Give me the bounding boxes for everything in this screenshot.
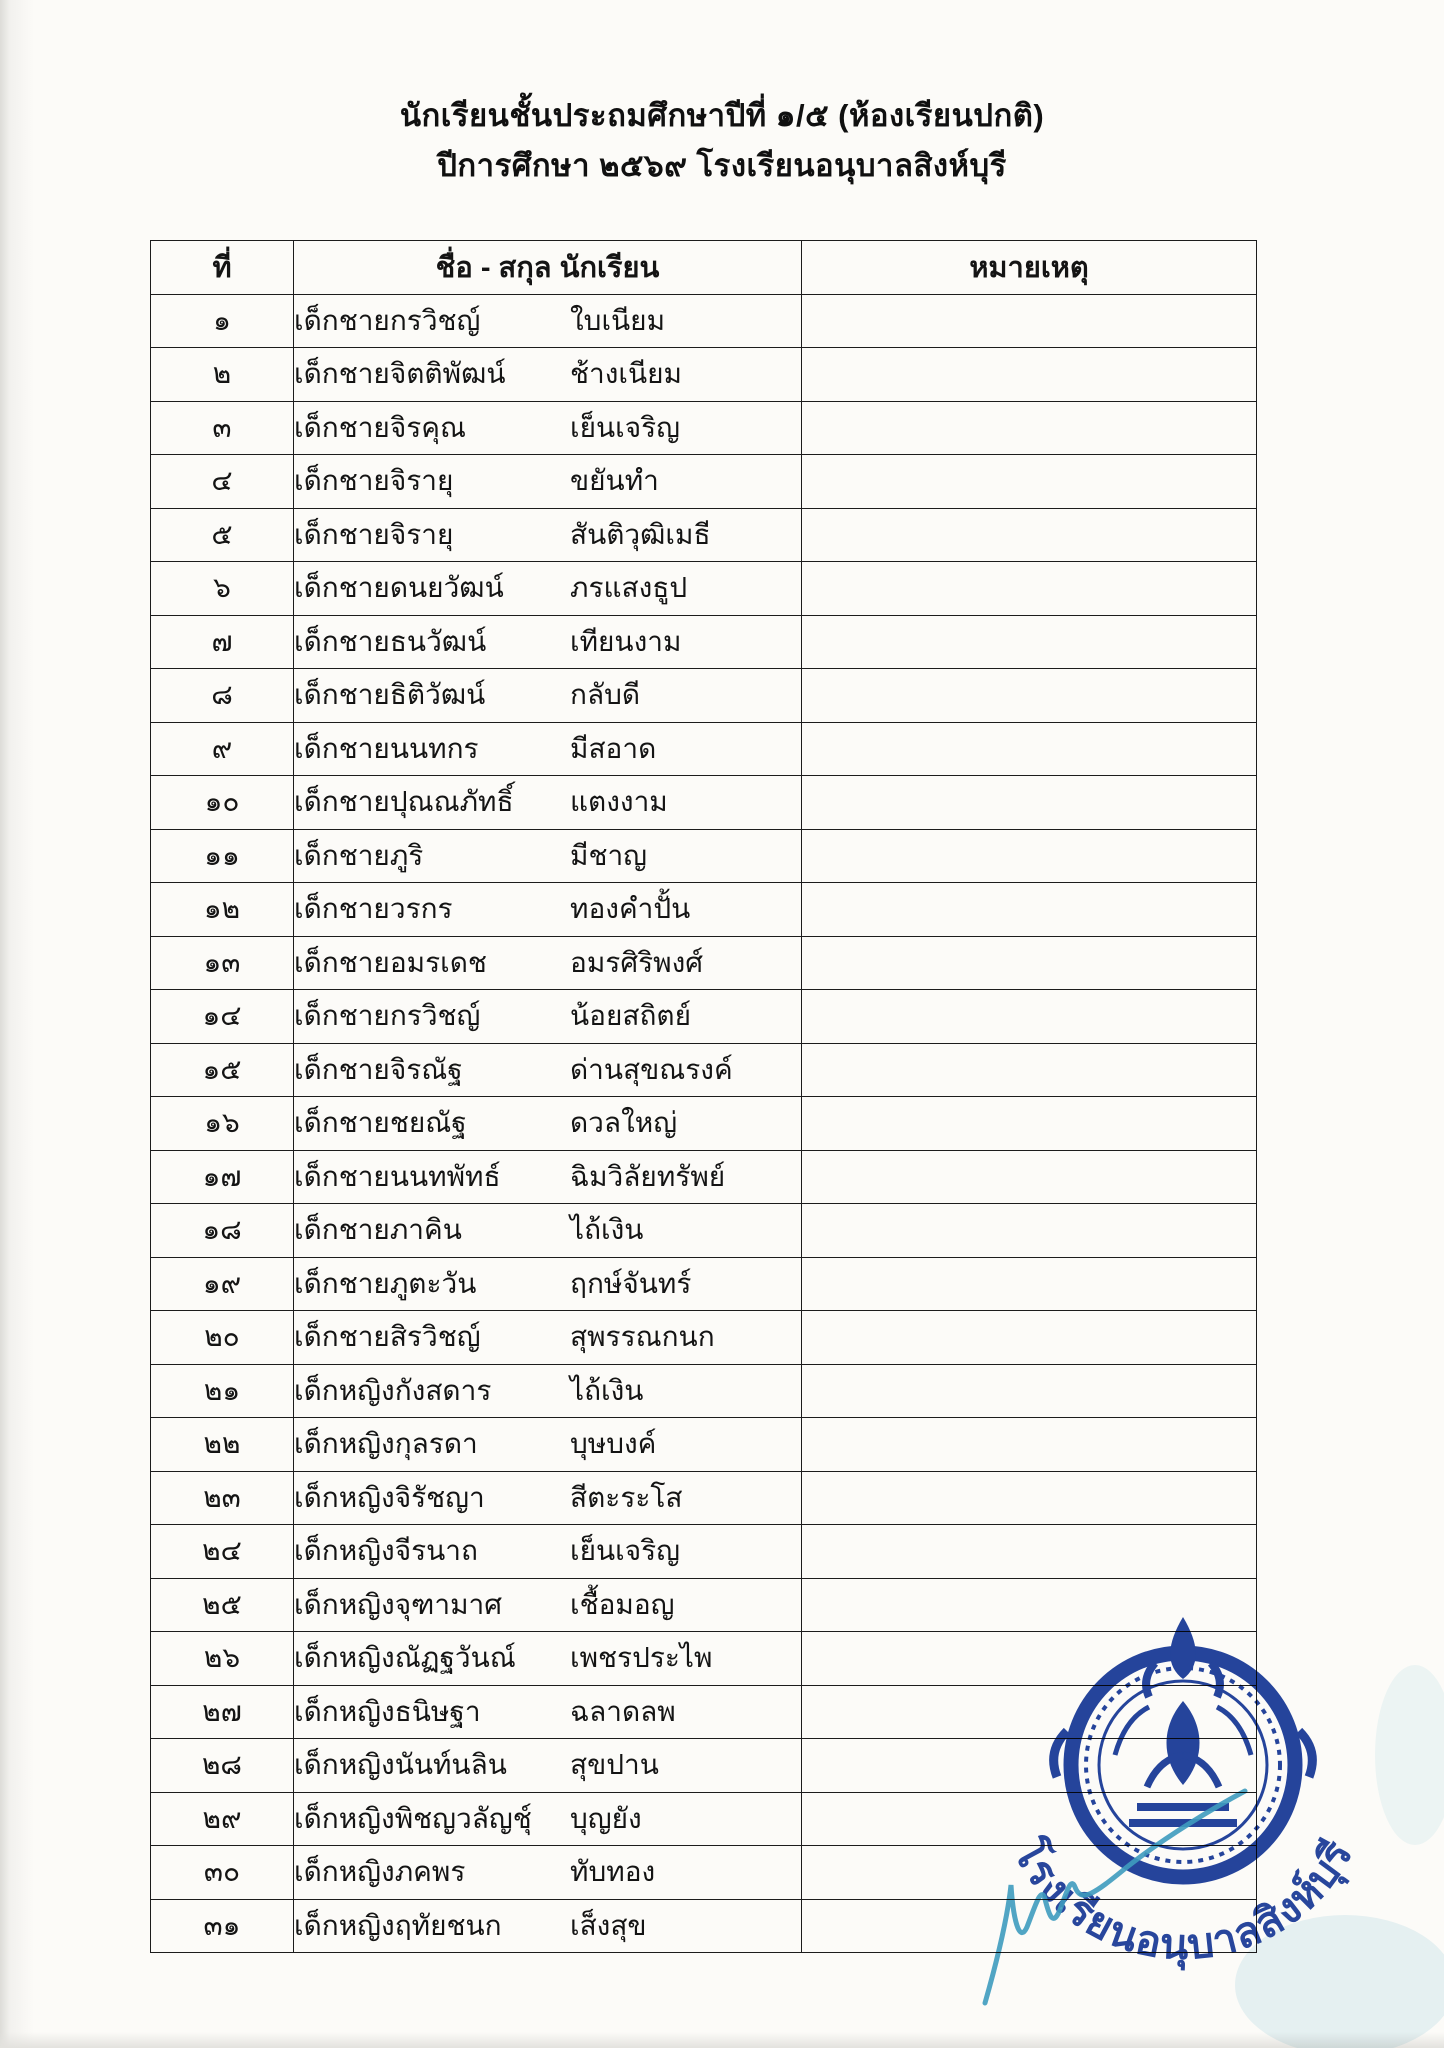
student-number: ๑๔ (151, 990, 294, 1044)
student-last-name: ดวลใหญ่ (570, 1107, 678, 1139)
remark-cell (802, 1846, 1257, 1900)
student-last-name: ฉลาดลพ (570, 1695, 676, 1727)
student-last-name: ไถ้เงิน (570, 1374, 644, 1406)
scan-edge-shadow-bottom (0, 2032, 1444, 2048)
student-last-name: บุญยัง (570, 1802, 642, 1834)
remark-cell (802, 1311, 1257, 1365)
student-name-cell (294, 1150, 802, 1204)
student-last-name: ใบเนียม (570, 304, 666, 336)
student-number: ๑๑ (151, 829, 294, 883)
student-last-name: แตงงาม (570, 786, 668, 818)
student-last-name: ฤกษ์จันทร์ (570, 1267, 692, 1299)
student-last-name: เพชรประไพ (570, 1642, 713, 1674)
student-name-cell (294, 990, 802, 1044)
table-row (151, 348, 1257, 402)
student-name-cell (294, 1364, 802, 1418)
student-last-name: ภรแสงธูป (570, 572, 688, 604)
student-last-name: สีตะระโส (570, 1481, 683, 1513)
remark-cell (802, 1150, 1257, 1204)
student-last-name: ฉิมวิลัยทรัพย์ (570, 1160, 726, 1192)
student-first-name: เด็กชายสิรวิชญ์ (294, 1321, 481, 1353)
header-remark: หมายเหตุ (802, 241, 1257, 295)
student-name-cell (294, 615, 802, 669)
student-first-name: เด็กหญิงพิชญวลัญชุ์ (294, 1802, 532, 1834)
table-row (151, 1471, 1257, 1525)
student-last-name: ด่านสุขณรงค์ (570, 1053, 733, 1085)
student-number: ๑ (151, 294, 294, 348)
remark-cell (802, 1739, 1257, 1793)
student-first-name: เด็กหญิงภคพร (294, 1856, 466, 1888)
student-last-name: สันติวุฒิเมธี (570, 518, 711, 550)
seal-school-name: โรงเรียนอนุบาลสิงห์บุรี (1004, 1832, 1362, 1969)
table-row (151, 401, 1257, 455)
student-name-cell (294, 1043, 802, 1097)
remark-cell (802, 1632, 1257, 1686)
remark-cell (802, 990, 1257, 1044)
table-row (151, 1525, 1257, 1579)
student-number: ๑๙ (151, 1257, 294, 1311)
student-number: ๑๖ (151, 1097, 294, 1151)
table-row (151, 1150, 1257, 1204)
student-last-name: ทับทอง (570, 1856, 656, 1888)
student-number: ๕ (151, 508, 294, 562)
student-name-cell (294, 1685, 802, 1739)
table-row (151, 1311, 1257, 1365)
table-row (151, 1685, 1257, 1739)
student-name-cell (294, 722, 802, 776)
student-last-name: เชื้อมอญ (570, 1588, 675, 1620)
table-row (151, 1739, 1257, 1793)
remark-cell (802, 936, 1257, 990)
student-first-name: เด็กชายนนทกร (294, 732, 479, 764)
student-name-cell (294, 1097, 802, 1151)
remark-cell (802, 1043, 1257, 1097)
student-first-name: เด็กชายจิตติพัฒน์ (294, 358, 506, 390)
remark-cell (802, 883, 1257, 937)
student-first-name: เด็กชายกรวิชญ์ (294, 304, 481, 336)
student-number: ๒๕ (151, 1578, 294, 1632)
table-row (151, 1632, 1257, 1686)
student-number: ๘ (151, 669, 294, 723)
student-last-name: สุพรรณกนก (570, 1321, 715, 1353)
student-name-cell (294, 669, 802, 723)
student-first-name: เด็กชายภาคิน (294, 1214, 462, 1246)
scan-edge-shadow-left (0, 0, 34, 2048)
student-number: ๗ (151, 615, 294, 669)
student-last-name: กลับดี (570, 679, 641, 711)
student-first-name: เด็กชายปุณณภัทธิ์ (294, 786, 514, 818)
table-row (151, 562, 1257, 616)
remark-cell (802, 1525, 1257, 1579)
remark-cell (802, 722, 1257, 776)
student-first-name: เด็กหญิงธนิษฐา (294, 1695, 481, 1727)
student-number: ๓๑ (151, 1899, 294, 1953)
ink-smudge (1375, 1665, 1444, 1845)
table-row (151, 1418, 1257, 1472)
student-first-name: เด็กหญิงจุฑามาศ (294, 1588, 503, 1620)
table-row (151, 455, 1257, 509)
student-number: ๒ (151, 348, 294, 402)
student-name-cell (294, 401, 802, 455)
student-name-cell (294, 1525, 802, 1579)
student-first-name: เด็กชายดนยวัฒน์ (294, 572, 504, 604)
remark-cell (802, 294, 1257, 348)
student-number: ๒๙ (151, 1792, 294, 1846)
student-first-name: เด็กชายจิรคุณ (294, 411, 466, 443)
student-number: ๔ (151, 455, 294, 509)
table-row (151, 1578, 1257, 1632)
student-name-cell (294, 1792, 802, 1846)
student-name-cell (294, 1257, 802, 1311)
student-first-name: เด็กชายภูริ (294, 839, 424, 871)
table-row (151, 1043, 1257, 1097)
student-table-body (151, 294, 1257, 1953)
student-number: ๒๒ (151, 1418, 294, 1472)
table-row (151, 1204, 1257, 1258)
student-name-cell (294, 1471, 802, 1525)
remark-cell (802, 1578, 1257, 1632)
student-last-name: มีชาญ (570, 839, 648, 871)
student-last-name: ทองคำปั้น (570, 893, 691, 925)
student-number: ๑๐ (151, 776, 294, 830)
table-row (151, 990, 1257, 1044)
student-name-cell (294, 936, 802, 990)
student-number: ๒๓ (151, 1471, 294, 1525)
student-first-name: เด็กหญิงฤทัยชนก (294, 1909, 502, 1941)
table-row (151, 615, 1257, 669)
table-row (151, 1364, 1257, 1418)
student-number: ๙ (151, 722, 294, 776)
student-name-cell (294, 1311, 802, 1365)
student-name-cell (294, 1739, 802, 1793)
student-first-name: เด็กชายกรวิชญ์ (294, 1000, 481, 1032)
page-title-line2: ปีการศึกษา ๒๕๖๙ โรงเรียนอนุบาลสิงห์บุรี (437, 148, 1007, 183)
table-row (151, 1846, 1257, 1900)
student-name-cell (294, 1899, 802, 1953)
student-last-name: เส็งสุข (570, 1909, 647, 1941)
table-row (151, 936, 1257, 990)
student-first-name: เด็กหญิงกุลรดา (294, 1428, 478, 1460)
remark-cell (802, 1792, 1257, 1846)
student-first-name: เด็กชายนนทพัทธ์ (294, 1160, 501, 1192)
student-number: ๓ (151, 401, 294, 455)
remark-cell (802, 1097, 1257, 1151)
student-number: ๓๐ (151, 1846, 294, 1900)
student-name-cell (294, 829, 802, 883)
table-row (151, 1792, 1257, 1846)
student-name-cell (294, 883, 802, 937)
student-first-name: เด็กชายอมรเดช (294, 946, 487, 978)
remark-cell (802, 776, 1257, 830)
remark-cell (802, 455, 1257, 509)
table-row (151, 722, 1257, 776)
remark-cell (802, 1257, 1257, 1311)
page-title-line1: นักเรียนชั้นประถมศึกษาปีที่ ๑/๕ (ห้องเรียนปกติ) (399, 98, 1045, 133)
remark-cell (802, 1685, 1257, 1739)
student-first-name: เด็กหญิงนันท์นลิน (294, 1749, 507, 1781)
student-name-cell (294, 1632, 802, 1686)
table-row (151, 776, 1257, 830)
student-last-name: เย็นเจริญ (570, 1535, 680, 1567)
student-number: ๖ (151, 562, 294, 616)
remark-cell (802, 829, 1257, 883)
student-name-cell (294, 455, 802, 509)
student-last-name: เทียนงาม (570, 625, 682, 657)
table-row (151, 1899, 1257, 1953)
remark-cell (802, 1418, 1257, 1472)
student-name-cell (294, 1204, 802, 1258)
student-last-name: เย็นเจริญ (570, 411, 680, 443)
student-first-name: เด็กหญิงจิรัชญา (294, 1481, 485, 1513)
ink-smudge (1235, 1915, 1444, 2048)
student-first-name: เด็กชายภูตะวัน (294, 1267, 477, 1299)
table-row (151, 669, 1257, 723)
student-first-name: เด็กหญิงจีรนาถ (294, 1535, 478, 1567)
student-number: ๒๐ (151, 1311, 294, 1365)
student-number: ๒๔ (151, 1525, 294, 1579)
table-row (151, 883, 1257, 937)
student-name-cell (294, 1846, 802, 1900)
student-number: ๑๓ (151, 936, 294, 990)
table-row (151, 1257, 1257, 1311)
student-name-cell (294, 1578, 802, 1632)
student-roster-table (150, 240, 1257, 1953)
student-name-cell (294, 776, 802, 830)
table-row (151, 508, 1257, 562)
header-name: ชื่อ - สกุล นักเรียน (294, 241, 802, 295)
student-name-cell (294, 348, 802, 402)
student-name-cell (294, 562, 802, 616)
student-number: ๒๘ (151, 1739, 294, 1793)
student-last-name: บุษบงค์ (570, 1428, 657, 1460)
student-first-name: เด็กชายวรกร (294, 893, 453, 925)
student-number: ๒๗ (151, 1685, 294, 1739)
student-last-name: สุขปาน (570, 1749, 659, 1781)
student-last-name: น้อยสถิตย์ (570, 1000, 691, 1032)
remark-cell (802, 615, 1257, 669)
remark-cell (802, 508, 1257, 562)
student-number: ๒๑ (151, 1364, 294, 1418)
student-number: ๒๖ (151, 1632, 294, 1686)
student-name-cell (294, 294, 802, 348)
table-header-row (151, 241, 1257, 295)
student-first-name: เด็กชายจิรายุ (294, 465, 454, 497)
table-row (151, 1097, 1257, 1151)
student-number: ๑๒ (151, 883, 294, 937)
student-first-name: เด็กชายธิติวัฒน์ (294, 679, 486, 711)
student-first-name: เด็กชายจิรายุ (294, 518, 454, 550)
student-last-name: มีสอาด (570, 732, 657, 764)
student-number: ๑๘ (151, 1204, 294, 1258)
student-last-name: ช้างเนียม (570, 358, 682, 390)
student-first-name: เด็กหญิงณัฏฐวันณ์ (294, 1642, 516, 1674)
student-first-name: เด็กชายชยณัฐ (294, 1107, 467, 1139)
remark-cell (802, 348, 1257, 402)
student-number: ๑๕ (151, 1043, 294, 1097)
student-last-name: ไถ้เงิน (570, 1214, 644, 1246)
student-first-name: เด็กชายธนวัฒน์ (294, 625, 487, 657)
remark-cell (802, 1204, 1257, 1258)
remark-cell (802, 562, 1257, 616)
remark-cell (802, 669, 1257, 723)
student-last-name: อมรศิริพงศ์ (570, 946, 704, 978)
student-name-cell (294, 1418, 802, 1472)
header-no: ที่ (151, 241, 294, 295)
remark-cell (802, 401, 1257, 455)
student-first-name: เด็กหญิงกังสดาร (294, 1374, 492, 1406)
remark-cell (802, 1471, 1257, 1525)
student-last-name: ขยันทำ (570, 465, 659, 497)
remark-cell (802, 1364, 1257, 1418)
student-number: ๑๗ (151, 1150, 294, 1204)
student-first-name: เด็กชายจิรณัฐ (294, 1053, 463, 1085)
table-row (151, 294, 1257, 348)
student-name-cell (294, 508, 802, 562)
remark-cell (802, 1899, 1257, 1953)
table-row (151, 829, 1257, 883)
